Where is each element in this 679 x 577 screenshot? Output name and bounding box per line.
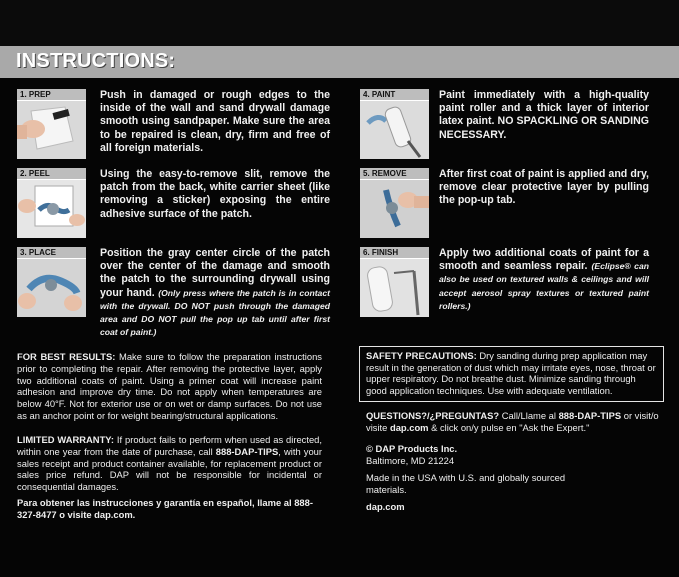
step-1-text: Push in damaged or rough edges to the inside of the wall and sand drywall damage smooth using sandpaper. Make sure the area to be repaired is clean, dry, firm and free of all foreign materials. [100,89,330,154]
step-3-image [17,247,86,317]
best-results-section [17,351,322,422]
step-2-text: Using the easy-to-remove slit, remove the patch from the back, white carrier sheet (like removing a sticker) exposing the entire adhesive surface of the patch. [100,168,330,220]
paint-roller-icon [360,101,429,159]
step-5-image [360,168,429,238]
step-4-emphasis: NO SPACKLING OR SANDING NECESSARY. [439,115,649,141]
step-6-image [360,247,429,317]
title-bar [0,46,679,78]
questions-section [366,410,666,434]
step-1-label: 1. PREP [17,89,86,101]
peel-patch-icon [17,180,86,238]
step-5-label: 5. REMOVE [360,168,429,180]
questions-text-c: & click on/y pulse en "Ask the Expert." [431,421,590,433]
warranty-heading: LIMITED WARRANTY: [17,434,114,445]
step-6-main-text: Apply two additional coats of paint for a smooth and seamless repair. [439,247,649,273]
questions-heading: QUESTIONS?/¿PREGUNTAS? [366,410,500,421]
website-link[interactable]: dap.com [366,501,405,512]
step-3-text [100,247,330,339]
page-title: INSTRUCTIONS: [16,50,176,72]
safety-text: Dry sanding during prep application may result in the generation of dust which may irritate eyes, nose, throat or upper respiratory. Do not breathe dust. Minimize sanding through good application techniques. Use with adequate ventilation. [366,350,656,396]
step-6-text [439,247,649,313]
sanding-hand-icon [17,101,86,159]
warranty-text-after: , with your sales receipt and product container available, for replacement product or sales price refund. DAP will not be responsible for incidental or consequential damages. [17,445,322,493]
place-patch-icon [17,259,86,317]
top-strip [0,0,679,46]
step-2-label: 2. PEEL [17,168,86,180]
step-1-image [17,89,86,159]
finish-roller-icon [360,259,429,317]
step-5-text: After first coat of paint is applied and dry, remove clear protective layer by pulling the pop-up tab. [439,168,649,207]
step-4-label: 4. PAINT [360,89,429,101]
spanish-note: Para obtener las instrucciones y garantía en español, llame al 888-327-8477 o visite dap.com. [17,497,313,520]
safety-heading: SAFETY PRECAUTIONS: [366,350,477,361]
step-4-image [360,89,429,159]
step-4-text [439,89,649,142]
questions-phone: 888-DAP-TIPS [558,410,622,421]
step-3-main-text: Position the gray center circle of the patch over the center of the damage and smooth the patch to the surrounding drywall using your hand. [100,247,330,299]
step-3-note: (Only press where the patch is in contact with the drywall. DO NOT push through the damaged area and DO NOT pull the pop up tab until after first coat of paint.) [100,287,330,338]
company-name: © DAP Products Inc. [366,443,458,454]
made-in-note: Made in the USA with U.S. and globally sourced materials. [366,472,566,495]
best-results-text: Make sure to follow the preparation instructions prior to completing the repair. After removing the protective layer, apply two additional coats of paint. Using a primer coat will increase paint adhesion and improve dry time. Do not apply when temperatures are below 40°F. Not for exterior use or on wet or damp surfaces. Do not use as an anchor point or for weight bearing/structural applications. [17,351,322,421]
step-2-image [17,168,86,238]
questions-text-a: Call/Llame al [501,410,556,421]
step-6-label: 6. FINISH [360,247,429,259]
warranty-phone: 888-DAP-TIPS [215,445,279,457]
step-4-main-text: Paint immediately with a high-quality paint roller and a thick layer of interior latex paint. [439,89,649,128]
safety-box [359,346,664,402]
company-address: Baltimore, MD 21224 [366,454,455,466]
questions-text-b: or visit/o visite [366,410,659,433]
company-section [366,443,666,467]
best-results-heading: FOR BEST RESULTS: [17,351,116,362]
step-3-label: 3. PLACE [17,247,86,259]
step-6-note: (Eclipse® can also be used on textured walls & ceilings and will accept aerosol spray textures or textured paint rollers.) [439,261,649,311]
remove-layer-icon [360,180,429,238]
questions-site: dap.com [389,421,429,433]
warranty-section [17,434,322,493]
warranty-text-before: If product fails to perform when used as directed, within one year from the date of purchase, call [17,434,323,457]
